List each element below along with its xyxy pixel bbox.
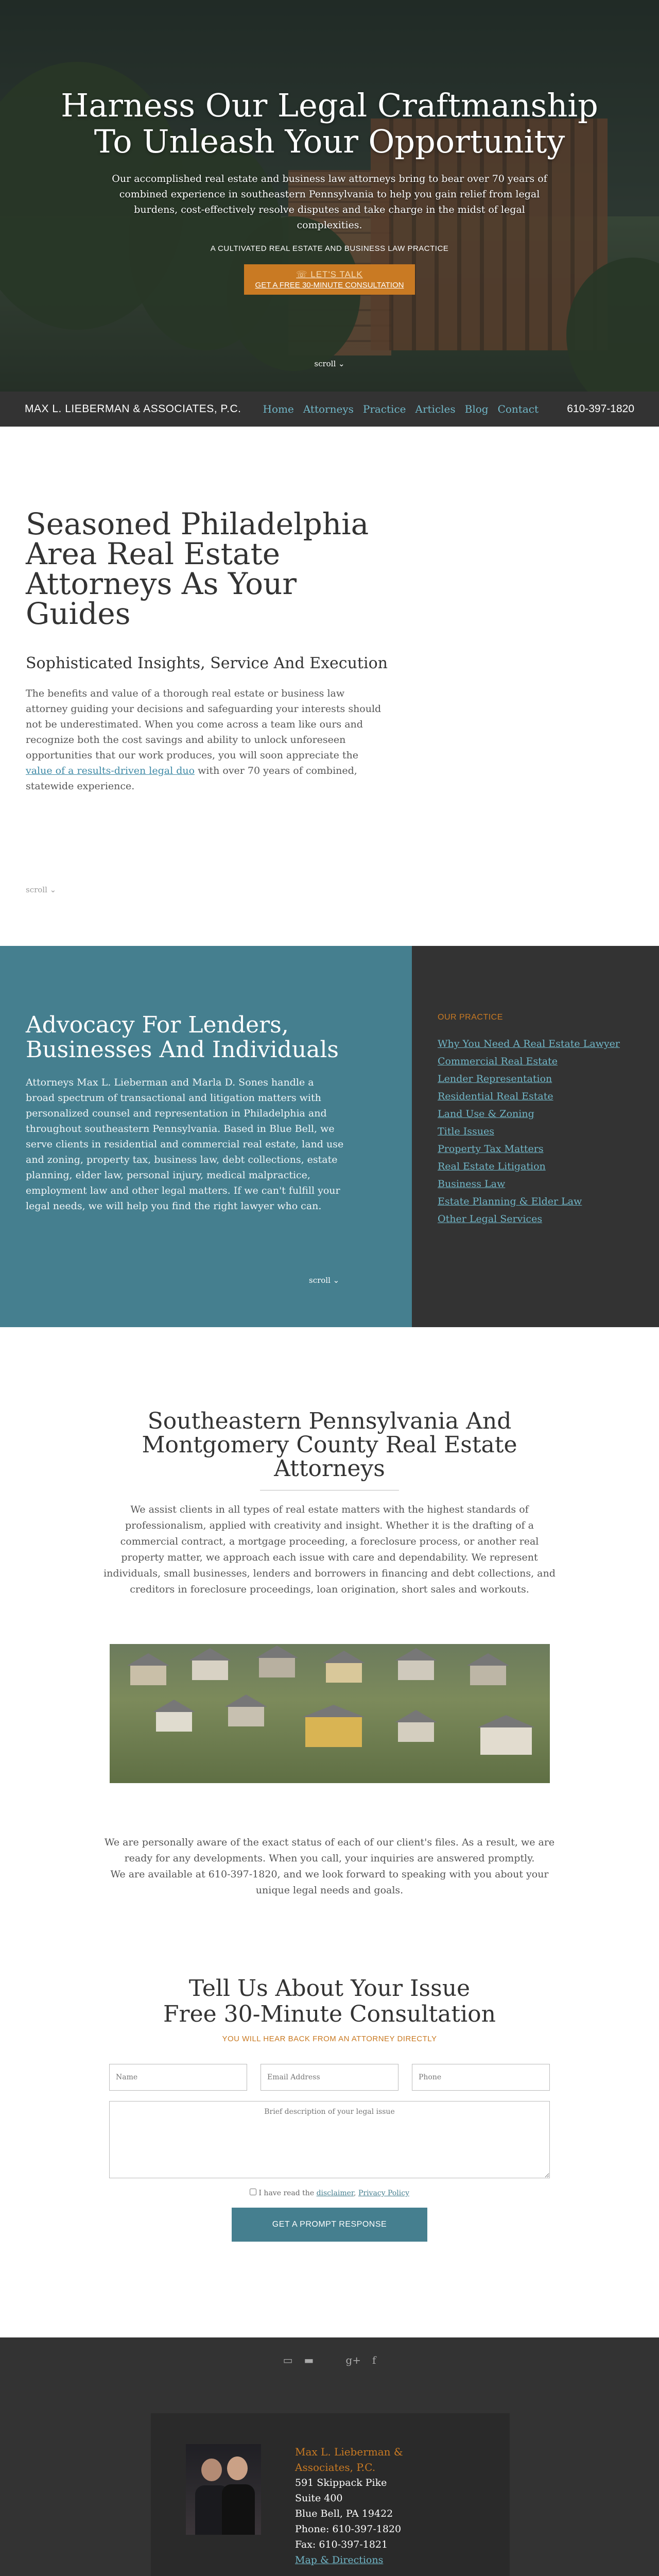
form-heading-line2: Free 30-Minute Consultation xyxy=(163,2001,496,2027)
nav-link-articles[interactable]: Articles xyxy=(415,403,456,415)
footer-fax: Fax: 610-397-1821 xyxy=(295,2539,388,2550)
list-item xyxy=(438,1195,659,1208)
practice-link[interactable]: Real Estate Litigation xyxy=(438,1161,546,1172)
nav-phone[interactable]: 610-397-1820 xyxy=(567,403,634,415)
practice-panel xyxy=(412,946,659,1327)
sepa-paragraph: We assist clients in all types of real estate matters with the highest standards of professionalism, applied with creativity and insight. Whether it is the drafting of a commercial contract, a mortgage proceeding, a foreclosure process, or another real property matter, we approach each issue with care and dependability. We represent individuals, small businesses, lenders and borrowers in financing and debt collections, and creditors in foreclosure proceedings, loan origination, short sales and workouts. xyxy=(103,1504,556,1595)
house xyxy=(259,1657,295,1677)
house xyxy=(228,1706,264,1726)
nav-link-attorneys[interactable]: Attorneys xyxy=(303,403,354,415)
sepa-section xyxy=(0,1327,659,1899)
list-item xyxy=(438,1143,659,1156)
footer xyxy=(0,2337,659,2576)
list-item xyxy=(438,1213,659,1226)
practice-link[interactable]: Commercial Real Estate xyxy=(438,1056,558,1067)
list-item xyxy=(438,1160,659,1173)
nav-link-contact[interactable]: Contact xyxy=(497,403,539,415)
footer-city: Blue Bell, PA 19422 xyxy=(295,2508,393,2519)
main-nav xyxy=(0,392,659,427)
intro-subheading: Sophisticated Insights, Service And Execution xyxy=(26,654,388,672)
practice-link[interactable]: Why You Need A Real Estate Lawyer xyxy=(438,1038,620,1049)
practice-link[interactable]: Title Issues xyxy=(438,1126,494,1137)
hero-title-line2: To Unleash Your Opportunity xyxy=(94,123,565,160)
map-directions-link[interactable]: Map & Directions xyxy=(295,2554,384,2566)
submit-button[interactable]: GET A PROMPT RESPONSE xyxy=(232,2208,427,2242)
advocacy-heading-line1: Advocacy For Lenders, xyxy=(26,1012,289,1038)
lawyers-icon[interactable]: ▬ xyxy=(304,2354,314,2366)
social-icons xyxy=(0,2354,659,2366)
phone-input[interactable] xyxy=(412,2064,550,2091)
facebook-icon[interactable]: f xyxy=(372,2354,376,2366)
house xyxy=(305,1716,362,1747)
house xyxy=(192,1659,228,1680)
intro-value-link[interactable]: value of a results-driven legal duo xyxy=(26,765,195,776)
list-item xyxy=(438,1090,659,1103)
hero-subtitle: Our accomplished real estate and business law attorneys bring to bear over 70 years of combined experience in southeastern Pennsylvania to help you gain relief from legal burdens, cost-effectively resolve disputes and take charge in the midst of legal complexities. xyxy=(112,173,547,231)
intro-paragraph-end: with over 70 years of combined, statewide experience. xyxy=(26,765,357,792)
list-item xyxy=(438,1125,659,1138)
name-input[interactable] xyxy=(109,2064,247,2091)
footer-phone[interactable]: Phone: 610-397-1820 xyxy=(295,2523,402,2535)
hero-section xyxy=(0,0,659,392)
practice-list xyxy=(438,1038,659,1226)
advocacy-heading xyxy=(26,1013,412,1062)
google-plus-icon[interactable]: g+ xyxy=(345,2354,361,2366)
avvo-icon[interactable]: ▭ xyxy=(283,2354,293,2366)
advocacy-section xyxy=(0,946,659,1327)
agree-row: I have read the disclaimer, Privacy Policy xyxy=(0,2189,659,2197)
practice-link[interactable]: Estate Planning & Elder Law xyxy=(438,1196,582,1207)
house xyxy=(156,1711,192,1732)
cta-line2: GET A FREE 30-MINUTE CONSULTATION xyxy=(255,281,404,290)
sepa-paragraph-status-b: We are available at 610-397-1820, and we look forward to speaking with you about your unique legal needs and goals. xyxy=(110,1869,549,1896)
nav-link-home[interactable]: Home xyxy=(263,403,294,415)
intro-heading: Seasoned Philadelphia Area Real Estate Attorneys As Your Guides xyxy=(26,506,369,631)
hero-tagline: A CULTIVATED REAL ESTATE AND BUSINESS LAW PRACTICE xyxy=(210,244,449,253)
advocacy-panel xyxy=(0,946,412,1327)
advocacy-paragraph: Attorneys Max L. Lieberman and Marla D. Sones handle a broad spectrum of transactional and litigation matters with personalized counsel and representation in Philadelphia and throughout southeastern Pennsylvania. Based in Blue Bell, we serve clients in residential and commercial real estate, land use and zoning, property tax, business law, debt collections, estate planning, elder law, personal injury, medical malpractice, employment law and other legal matters. If we can't fulfill your legal needs, we will help you find the right lawyer who can. xyxy=(26,1077,344,1212)
sepa-paragraph-status xyxy=(98,1835,561,1899)
nav-brand[interactable]: MAX L. LIEBERMAN & ASSOCIATES, P.C. xyxy=(25,403,241,415)
house xyxy=(398,1721,434,1742)
sepa-paragraph-status-a: We are personally aware of the exact status of each of our client's files. As a result, we are ready for any developments. When you call, your inquiries are answered promptly. xyxy=(104,1837,555,1864)
nav-link-blog[interactable]: Blog xyxy=(464,403,489,415)
footer-firm-name: Max L. Lieberman & Associates, P.C. xyxy=(295,2446,403,2473)
consultation-form-section xyxy=(0,1899,659,2242)
practice-link[interactable]: Lender Representation xyxy=(438,1073,552,1084)
intro-scroll-link[interactable]: scroll ⌄ xyxy=(26,885,57,894)
form-heading-line1: Tell Us About Your Issue xyxy=(188,1975,471,2002)
house xyxy=(130,1665,166,1685)
practice-link[interactable]: Land Use & Zoning xyxy=(438,1108,534,1120)
practice-link[interactable]: Property Tax Matters xyxy=(438,1143,544,1155)
house xyxy=(480,1726,532,1755)
contact-card xyxy=(151,2413,510,2576)
houses-image xyxy=(110,1644,550,1783)
footer-street: 591 Skippack Pike xyxy=(295,2477,387,2488)
practice-link[interactable]: Residential Real Estate xyxy=(438,1091,553,1102)
practice-link[interactable]: Other Legal Services xyxy=(438,1213,543,1225)
practice-link[interactable]: Business Law xyxy=(438,1178,506,1190)
hero-title-line1: Harness Our Legal Craftmanship xyxy=(61,87,598,124)
list-item xyxy=(438,1178,659,1191)
email-input[interactable] xyxy=(261,2064,398,2091)
house xyxy=(470,1665,506,1685)
intro-section xyxy=(0,427,659,946)
disclaimer-link[interactable]: disclaimer xyxy=(316,2189,354,2197)
cta-line1: ☏ LET'S TALK xyxy=(296,269,363,279)
message-textarea[interactable] xyxy=(109,2101,550,2178)
privacy-policy-link[interactable]: Privacy Policy xyxy=(358,2189,409,2197)
practice-title: OUR PRACTICE xyxy=(438,1013,503,1022)
list-item xyxy=(438,1108,659,1121)
advocacy-scroll-link[interactable]: scroll ⌄ xyxy=(309,1276,340,1285)
agree-text: I have read the xyxy=(258,2189,315,2197)
sepa-heading: Southeastern Pennsylvania And Montgomery County Real Estate Attorneys xyxy=(142,1408,517,1482)
nav-link-practice[interactable]: Practice xyxy=(362,403,406,415)
contact-info xyxy=(295,2444,460,2568)
attorneys-photo xyxy=(186,2444,261,2535)
advocacy-heading-line2: Businesses And Individuals xyxy=(26,1037,339,1063)
list-item xyxy=(438,1055,659,1068)
intro-paragraph xyxy=(26,686,386,794)
house xyxy=(398,1659,434,1680)
lets-talk-button[interactable] xyxy=(244,264,415,295)
form-subheading: YOU WILL HEAR BACK FROM AN ATTORNEY DIRECTLY xyxy=(222,2035,437,2043)
list-item xyxy=(438,1073,659,1086)
agree-checkbox[interactable] xyxy=(250,2189,256,2195)
form-fields xyxy=(0,2064,659,2091)
footer-suite: Suite 400 xyxy=(295,2493,343,2504)
list-item xyxy=(438,1038,659,1050)
hero-title xyxy=(0,88,659,160)
hero-content xyxy=(0,88,659,295)
hero-scroll-link[interactable]: scroll ⌄ xyxy=(314,359,345,368)
intro-paragraph-text: The benefits and value of a thorough real estate or business law attorney guiding your decisions and safeguarding your interests should not be underestimated. When you come across a team like ours and recognize both the cost savings and ability to unlock unforeseen opportunities that our work produces, you will soon appreciate the xyxy=(26,688,381,761)
form-heading xyxy=(0,1976,659,2027)
nav-links xyxy=(263,403,539,415)
house xyxy=(326,1662,362,1683)
